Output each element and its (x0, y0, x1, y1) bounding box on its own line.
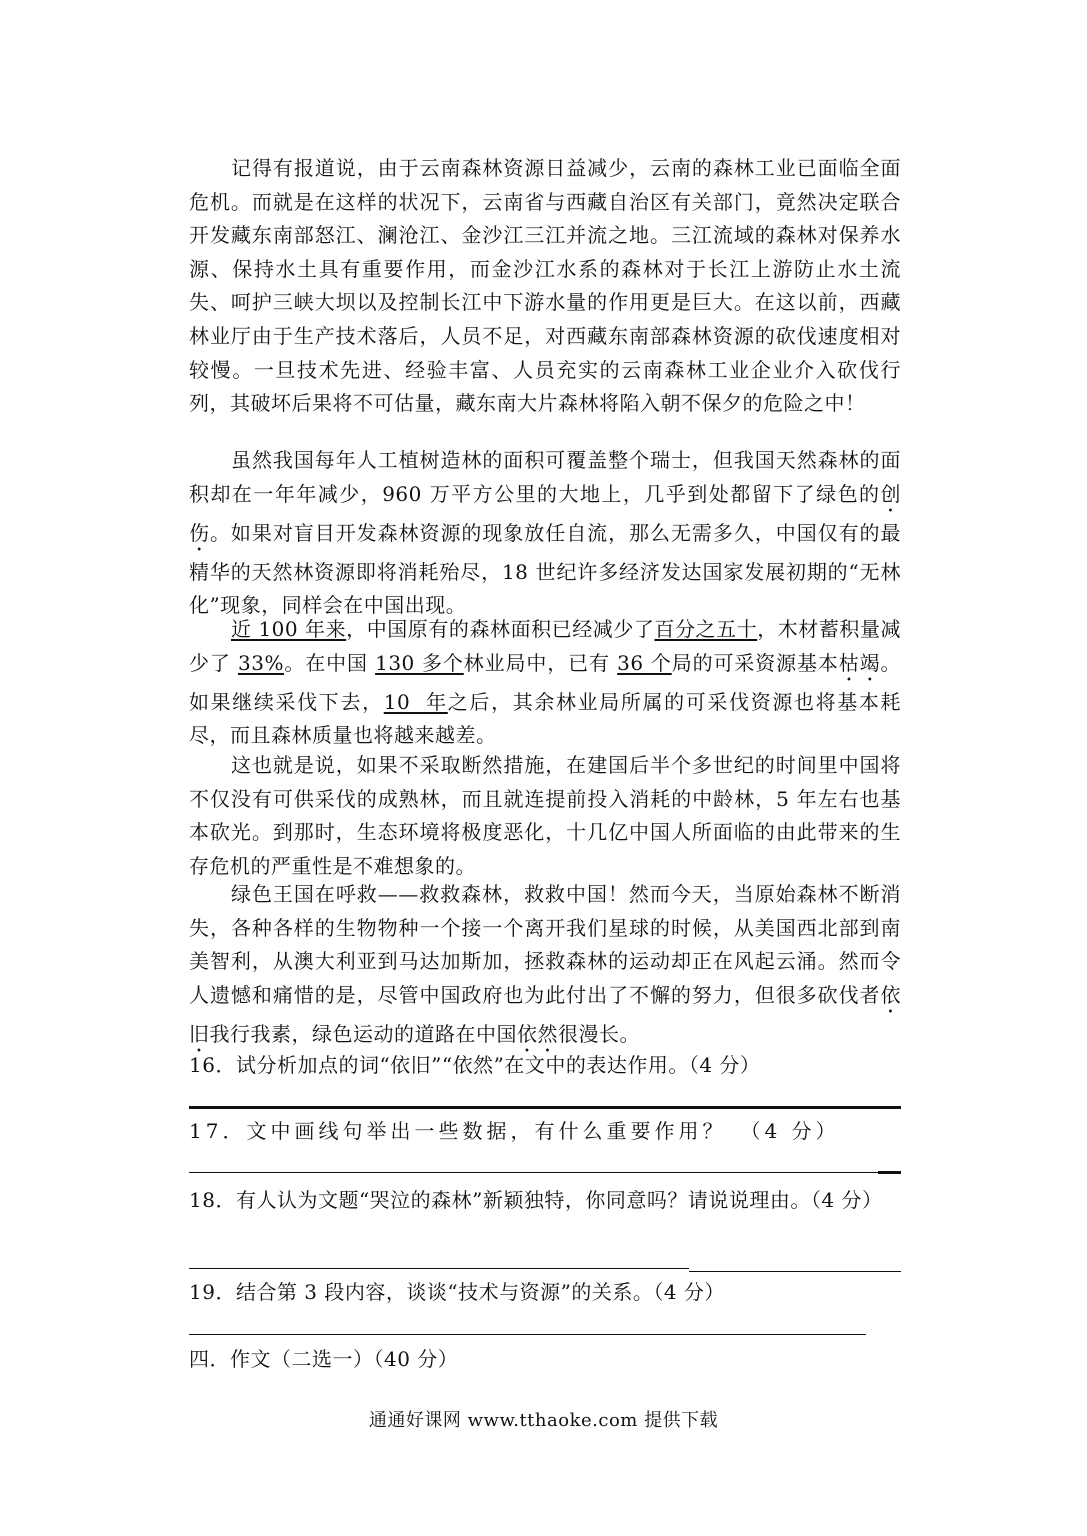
paragraph-4-text: 这也就是说，如果不采取断然措施，在建国后半个多世纪的时间里中国将不仅没有可供采伐的成熟林，而且就连提前投入消耗的中龄林，5 年左右也基本砍光。到那时，生态环境将极度恶化，十几亿中国人所面临的由此带来的生存危机的严重性是不难想象的。 (189, 753, 901, 878)
answer-line-16 (189, 1106, 901, 1109)
paragraph-3-text-f: 。如果继续采伐下去， (189, 650, 902, 714)
question-16-text: 16．试分析加点的词“依旧”“依然”在文中的表达作用。（4 分） (189, 1053, 761, 1077)
paragraph-3 (189, 613, 901, 753)
answer-line-17 (189, 1172, 901, 1173)
question-19 (189, 1277, 901, 1307)
question-17 (189, 1116, 901, 1146)
paragraph-1 (189, 152, 901, 421)
question-16 (189, 1050, 901, 1080)
paragraph-5-text-b: 我行我素，绿色运动的道路在中国 (209, 1021, 517, 1046)
question-18-text: 18．有人认为文题“哭泣的森林”新颖独特，你同意吗？请说说理由。（4 分） (189, 1188, 883, 1212)
paragraph-1-text: 记得有报道说，由于云南森林资源日益减少，云南的森林工业已面临全面危机。而就是在这样的状况下，云南省与西藏自治区有关部门，竟然决定联合开发藏东南部怒江、澜沧江、金沙江三江并流之地。三江流域的森林对保养水源、保持水土具有重要作用，而金沙江水系的森林对于长江上游防止水土流失、呵护三峡大坝以及控制长江中下游水量的作用更是巨大。在这以前，西藏林业厅由于生产技术落后，人员不足，对西藏东南部森林资源的砍伐速度相对较慢。一旦技术先进、经验丰富、人员充实的云南森林工业企业介入砍伐行列，其破坏后果将不可估量，藏东南大片森林将陷入朝不保夕的危险之中！ (189, 156, 901, 416)
section-four-heading (189, 1344, 901, 1374)
paragraph-3-text-b: ，木材蓄积量减少了 (189, 617, 902, 675)
underlined-fifty-percent: 百分之五十 (654, 617, 758, 641)
paragraph-5-text-c: 很漫长。 (558, 1021, 640, 1046)
page-footer: 通通好课网 www.tthaoke.com 提供下载 (368, 1410, 719, 1431)
paragraph-5-text-a: 绿色王国在呼救——救救森林，救救中国！然而今天，当原始森林不断消失，各种各样的生物物种一个接一个离开我们星球的时候，从美国西北部到南美智利，从澳大利亚到马达加斯加，拯救森林的运动却正在风起云涌。然而令人遗憾和痛惜的是，尽管中国政府也为此付出了不懈的努力，但很多砍伐者 (189, 882, 901, 1007)
answer-line-18 (189, 1268, 689, 1269)
paragraph-3-text-g: 之后，其余林业局所属的可采伐资源也将基本耗尽，而且森林质量也将越来越差。 (189, 689, 902, 748)
paragraph-3-text-c: 。在中国 (283, 650, 376, 675)
answer-line-17-tail (878, 1171, 901, 1174)
question-17-text: 17．文中画线句举出一些数据，有什么重要作用？ （4 分） (189, 1119, 840, 1143)
underlined-10-years: 10 年 (383, 689, 448, 714)
paragraph-2-text-a: 虽然我国每年人工植树造林的面积可覆盖整个瑞士，但我国天然森林的面积却在一年年减少，960 万平方公里的大地上，几乎到处都留下了绿色的 (189, 448, 901, 506)
underlined-33-percent: 33% (238, 650, 284, 675)
underlined-36-bureaus: 36 个 (617, 650, 672, 675)
paragraph-2-text-b: 。如果对盲目开发森林资源的现象放任自流，那么无需多久，中国仅有的最精华的天然林资源即将消耗殆尽，18 世纪许多经济发达国家发展初期的“无林化”现象，同样会在中国出现。 (189, 520, 902, 618)
paragraph-3-text-e: 局的可采资源基本 (671, 650, 839, 675)
answer-line-18-right (689, 1271, 901, 1272)
underlined-100-years: 近 100 年来 (231, 617, 347, 641)
section-four-text: 四．作文（二选一）（40 分） (189, 1347, 459, 1371)
paragraph-3-text-d: 林业局中，已有 (463, 650, 618, 675)
paragraph-3-text-a: ，中国原有的森林面积已经减少了 (346, 617, 655, 641)
question-19-text: 19．结合第 3 段内容，谈谈“技术与资源”的关系。（4 分） (189, 1280, 725, 1304)
paragraph-2 (189, 444, 901, 623)
dotted-word-kujie: 枯竭 (838, 650, 881, 675)
answer-line-19 (189, 1334, 866, 1335)
dotted-word-yijiu: 依旧 (189, 982, 901, 1046)
underlined-130-bureaus: 130 多个 (375, 650, 464, 675)
paragraph-5 (189, 878, 901, 1057)
dotted-word-yiran: 依然 (517, 1021, 558, 1046)
dotted-word-chuangshang: 创伤 (189, 481, 901, 545)
question-18 (189, 1185, 901, 1215)
paragraph-4 (189, 749, 901, 883)
